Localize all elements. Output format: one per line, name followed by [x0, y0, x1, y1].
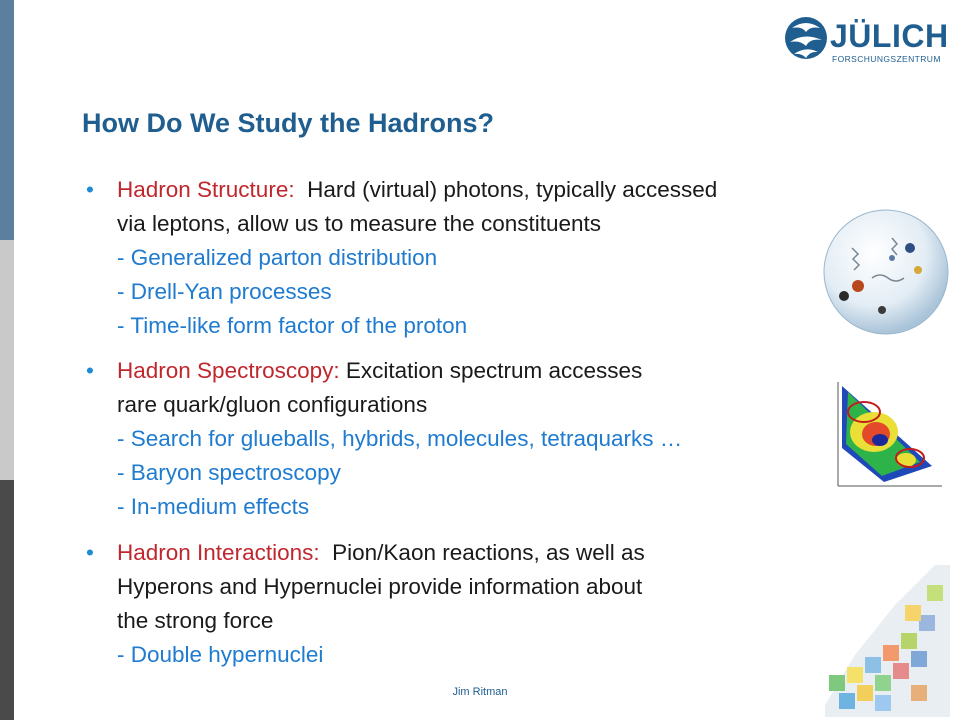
bullet-line: Excitation spectrum accesses	[345, 358, 643, 383]
sub-item: - In-medium effects	[117, 494, 310, 519]
bullet-line: Pion/Kaon reactions, as well as	[332, 540, 645, 565]
bullet-line: Hard (virtual) photons, typically accessed	[307, 177, 718, 202]
logo-wordmark: JÜLICH	[830, 18, 949, 54]
sub-item: - Drell-Yan processes	[117, 279, 332, 304]
bullet-line: the strong force	[117, 608, 274, 633]
bullet-dot-icon: •	[86, 177, 94, 202]
proton-sphere-image	[822, 208, 950, 336]
left-stripe-top	[0, 0, 14, 240]
logo-subtitle: FORSCHUNGSZENTRUM	[832, 54, 941, 64]
sub-item: - Baryon spectroscopy	[117, 460, 341, 485]
logo-mark-icon	[784, 14, 828, 66]
left-stripe-bottom	[0, 480, 14, 720]
dalitz-plot-image	[824, 378, 946, 493]
bullet-dot-icon: •	[86, 358, 94, 383]
bullet-line: rare quark/gluon configurations	[117, 392, 428, 417]
sub-item: - Search for glueballs, hybrids, molecules, tetraquarks …	[117, 426, 683, 451]
bullet-heading: Hadron Structure:	[117, 177, 295, 202]
bullet-heading: Hadron Spectroscopy:	[117, 358, 340, 383]
sub-item: - Generalized parton distribution	[117, 245, 438, 270]
bullet-dot-icon: •	[86, 540, 94, 565]
bullet-line: Hyperons and Hypernuclei provide information about	[117, 574, 643, 599]
bullet-line: via leptons, allow us to measure the constituents	[117, 211, 602, 236]
slide-title: How Do We Study the Hadrons?	[82, 108, 495, 138]
left-stripe-middle	[0, 240, 14, 480]
sub-item: - Time-like form factor of the proton	[117, 313, 468, 338]
sub-item: - Double hypernuclei	[117, 642, 324, 667]
footer-author: Jim Ritman	[452, 686, 508, 698]
bullet-heading: Hadron Interactions:	[117, 540, 320, 565]
juelich-logo	[784, 12, 949, 70]
